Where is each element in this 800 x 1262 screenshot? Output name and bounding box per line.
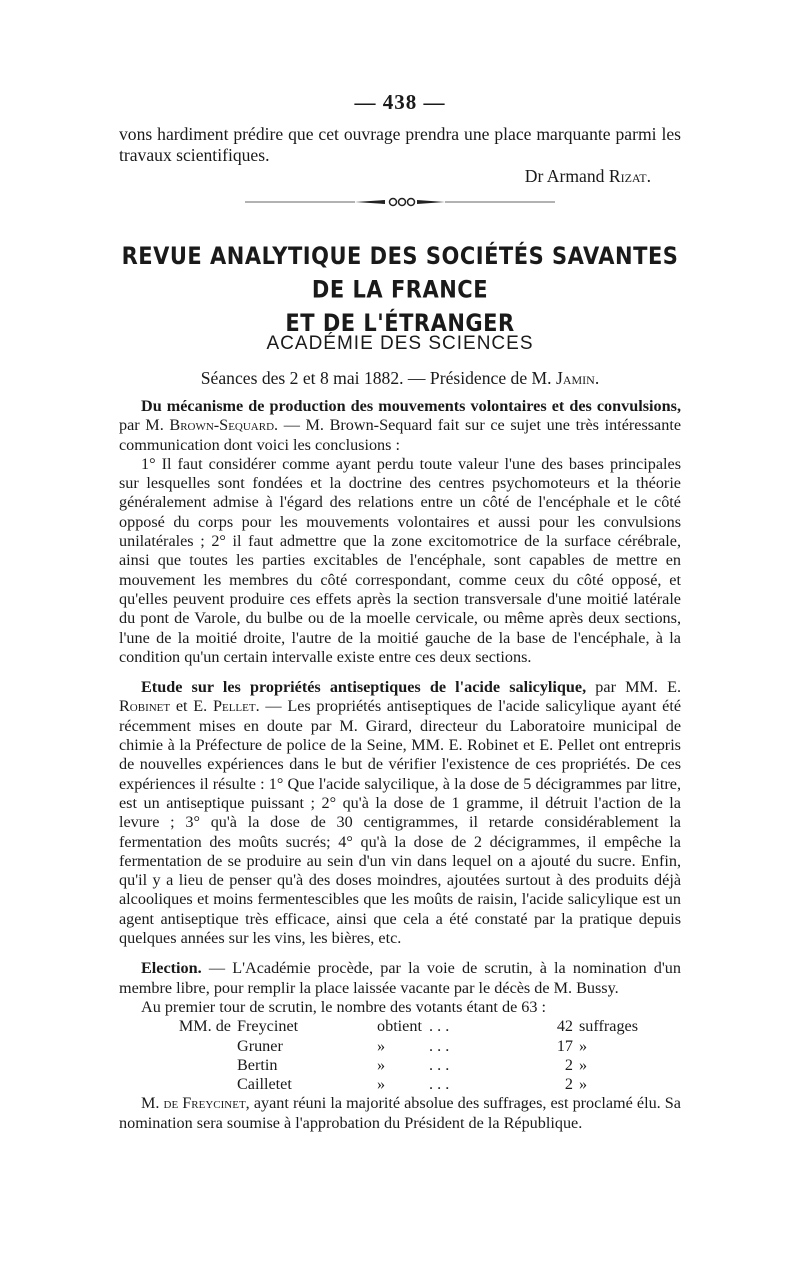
election-text: — L'Académie procède, par la voie de scrutin, à la nomination d'un membre libre, pour remplir la place laissée vacante par le décès de M. Bussy. (119, 959, 681, 997)
article-1-conclusion: 1° Il faut considérer comme ayant perdu toute valeur l'une des bases principales sur lesquelles sont fondées et la doctrine des centres psychomoteurs et la théorie généralement admise à l'égard des relations entre un côté de l'encéphale et le côté opposé du corps pour les mouvements volontaires et aussi pour les convulsions unilatérales ; 2° il faut admettre que la zone excitomotrice de la surface cérébrale, ainsi que toutes les parties excitables de l'encéphale, sont capables de mettre en mouvement les membres du côté correspondant, comme ceux du côté opposé, et qu'elles peuvent produire ces effets après la section transversale d'une moitié latérale du pont de Varole, du bulbe ou de la moelle cervicale, ou même après deux sections, l'une de la moitié droite, l'autre de la moitié gauche de la base de l'encéphale, à la condition qu'un certain intervalle existe entre ces deux sections. (119, 454, 681, 666)
result-prefix: M. (141, 1094, 160, 1113)
headline-line-2: ET DE L'ÉTRANGER (285, 309, 515, 337)
vote-prefix (119, 1056, 237, 1075)
vote-verb: » (377, 1036, 386, 1055)
vote-row (119, 1075, 681, 1094)
article-2-author-1: Robinet (119, 697, 171, 716)
vote-candidate: Cailletet (237, 1075, 292, 1094)
vote-unit: » (579, 1055, 588, 1074)
vote-candidate: Bertin (237, 1055, 278, 1074)
vote-count: 2 (564, 1075, 573, 1094)
article-1-intro (119, 397, 681, 455)
vote-unit: » (579, 1036, 588, 1055)
election-first-round: Au premier tour de scrutin, le nombre des votants étant de 63 : (141, 997, 547, 1016)
headline-line-1: REVUE ANALYTIQUE DES SOCIÉTÉS SAVANTES DE LA FRANCE (121, 242, 679, 304)
article-1-intro-rest: — M. Brown-Sequard fait sur ce sujet une très intéressante communication dont voici les conclusions : (119, 416, 682, 454)
vote-row (119, 1017, 681, 1036)
section-headline (110, 240, 690, 340)
vote-table (119, 1017, 681, 1094)
vote-dots: . . . (429, 1017, 450, 1036)
vote-row (119, 1056, 681, 1075)
article-2 (119, 678, 681, 948)
vote-verb: obtient (377, 1017, 422, 1036)
vote-verb: » (377, 1075, 386, 1094)
article-2-title: Etude sur les propriétés antiseptiques de l'acide salicylique, (141, 678, 587, 697)
signature-line (119, 166, 681, 187)
vote-prefix (119, 1075, 237, 1094)
signature-prefix: Dr Armand (524, 166, 605, 186)
vote-count: 17 (556, 1036, 573, 1055)
signature-name: Rizat. (608, 166, 651, 186)
vote-candidate: Gruner (237, 1036, 283, 1055)
vote-count: 2 (564, 1055, 573, 1074)
vote-verb: » (377, 1055, 386, 1074)
article-2-by: par MM. E. (595, 678, 682, 697)
vote-dots: . . . (429, 1036, 450, 1055)
result-name: de Freycinet, (163, 1094, 250, 1113)
vote-count: 42 (556, 1017, 573, 1036)
vote-unit: » (579, 1075, 588, 1094)
divider-ornament (245, 196, 555, 208)
vote-dots: . . . (429, 1055, 450, 1074)
election-title: Election. (141, 959, 202, 978)
article-2-author-2: Pellet. (212, 697, 260, 716)
vote-unit: suffrages (579, 1017, 639, 1036)
academy-heading: ACADÉMIE DES SCIENCES (266, 333, 534, 354)
vote-prefix: MM. de (178, 1017, 231, 1036)
article-1-author: Brown-Sequard. (169, 416, 279, 435)
intro-paragraph (119, 124, 681, 187)
page-number: — 438 — (354, 90, 446, 114)
session-text: Séances des 2 et 8 mai 1882. — Présidence de M. (200, 368, 552, 388)
session-line (0, 368, 800, 389)
article-1-by: par M. (119, 416, 164, 435)
article-body (119, 397, 681, 1133)
article-2-text: — Les propriétés antiseptiques de l'acide salicylique ayant été récemment mises en doute par M. Girard, directeur du Laboratoire municipal de chimie à la Préfecture de police de la Seine, MM. E. Robinet et E. Pellet ont entrepris de nouvelles expériences dans le but de vérifier l'existence de ces propriétés. De ces expériences il résulte : 1° Que l'acide salycilique, à la dose de 5 décigrammes par litre, est un antiseptique puissant ; 2° qu'à la dose de 1 gramme, il détruit l'action de la levure ; 3° qu'à la dose de 30 centigrammes, il retarde considérablement la fermentation des moûts sucrés; 4° qu'à la dose de 2 décigrammes, il empêche la fermentation de se produire au sein d'un vin dans lequel on a ajouté du sucre. Enfin, qu'il y a lieu de penser qu'à des doses moindres, ajoutées surtout à des produits déjà alcooliques et moins fermentescibles que les moûts de raisin, l'acide salicylique est un agent antiseptique très efficace, ainsi que cela a été constaté par la pratique depuis quelques années sur les vins, les bières, etc. (119, 697, 682, 948)
vote-row (119, 1037, 681, 1056)
election-result (119, 1094, 681, 1133)
vote-prefix (119, 1037, 237, 1056)
vote-candidate: Freycinet (237, 1017, 299, 1036)
result-text: ayant réuni la majorité absolue des suffrages, est proclamé élu. Sa nomination sera soumise à l'approbation du Président de la République. (119, 1094, 681, 1132)
article-2-and: et E. (175, 697, 208, 716)
president-name: Jamin. (555, 368, 600, 388)
intro-text: vons hardiment prédire que cet ouvrage prendra une place marquante parmi les travaux scientifiques. (119, 124, 681, 165)
article-1-title: Du mécanisme de production des mouvements volontaires et des convulsions, (141, 397, 681, 415)
election-paragraph (119, 959, 681, 998)
vote-dots: . . . (429, 1075, 450, 1094)
